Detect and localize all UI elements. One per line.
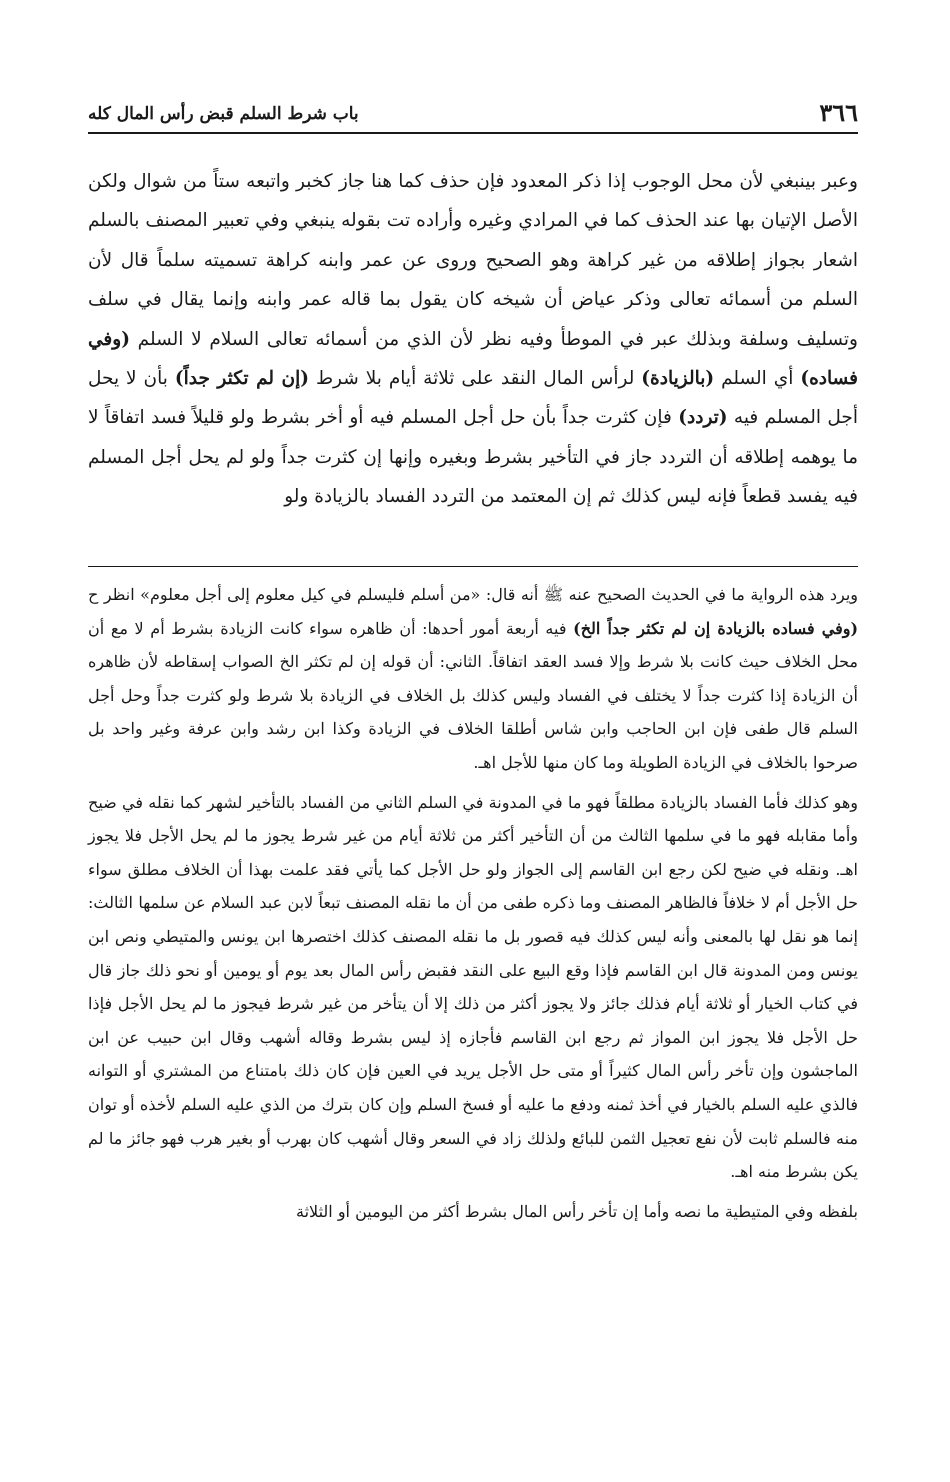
matn-quote: (تردد) (678, 407, 728, 429)
footnote-paragraph (88, 578, 858, 780)
text-run: بأن لا يحل أجل المسلم فيه (88, 368, 858, 429)
matn-quote: (وفي فساده) (88, 328, 858, 390)
footnote-paragraph: وهو كذلك فأما الفساد بالزيادة مطلقاً فهو ما في المدونة في السلم الثاني من الفساد بالتأخير لشهر كما نقله في ضيح وأما مقابله فهو ما في سلمها الثالث من أن التأخير أكثر من ثلاثة أيام من غير شرط يجوز ما لم يحل الأجل فلا يجوز اهـ. ونقله في ضيح لكن رجع ابن القاسم إلى الجواز ولو حل الأجل كما يأتي فقد علمت بهذا أن الخلاف مطلق سواء حل الأجل أم لا خلافاً فالظاهر المصنف وما ذكره طفى من أن ما نقله المصنف تبعاً لابن عبد السلام عن سلمها الثالث: إنما هو نقل لها بالمعنى وأنه ليس كذلك فيه قصور بل ما نقله المصنف كذلك اختصرها ابن يونس والمتيطي ونص ابن يونس ومن المدونة قال ابن القاسم فإذا وقع البيع على النقد فقبض رأس المال بعد يوم أو يومين أو نحو ذلك جاز قال في كتاب الخيار أو ثلاثة أيام فذلك جائز ولا يجوز أكثر من ذلك إلا أن يتأخر من غير شرط فيجوز ما لم يحل الأجل فإذا حل الأجل فلا يجوز ابن المواز ثم رجع ابن القاسم فأجازه إذ ليس بشرط وقاله أشهب وقال ابن حبيب عن ابن الماجشون وإن تأخر رأس المال كثيراً أو متى حل الأجل يريد في العين فإن كان ذلك بامتناع من المشتري أو التوانه فالذي عليه السلم بالخيار في أخذ ثمنه ودفع ما عليه أو فسخ السلم وإن كان بترك من الذي عليه السلم لأخذه أو توان منه فالسلم ثابت لأن نفع تعجيل الثمن للبائع ولذلك زاد في السعر وقال أشهب كان بهرب أو بغير هرب فهو جائز ما لم يكن بشرط منه اهـ. (88, 792, 859, 1182)
matn-quote: (إن لم تكثر جداً) (174, 368, 309, 390)
main-paragraph (88, 162, 858, 517)
text-run: ويرد هذه الرواية ما في الحديث الصحيح عنه ﷺ أنه قال: «من أسلم فليسلم في كيل معلوم إلى أجل معلوم» انظر ح (88, 585, 858, 604)
footnotes (88, 578, 858, 1228)
matn-quote: (بالزيادة) (641, 368, 715, 390)
main-text (88, 162, 858, 517)
page-header (88, 98, 858, 134)
footnote-paragraph: بلفظه وفي المتيطية ما نصه وأما إن تأخر رأس المال بشرط أكثر من اليومين أو الثلاثة (296, 1201, 858, 1221)
text-run: فإن كثرت جداً بأن حل أجل المسلم فيه أو أخر بشرط ولو قليلاً فسد اتفاقاً لا ما يوهمه إطلاقه أن التردد جاز في التأخير بشرط وبغيره وإنها إن كثرت جداً ولو لم يحل أجل المسلم فيه يفسد قطعاً فإنه ليس كذلك ثم إن المعتمد من التردد الفساد بالزيادة ولو (88, 407, 858, 508)
text-run: لرأس المال النقد على ثلاثة أيام بلا شرط (309, 368, 642, 390)
matn-quote: (وفي فساده بالزيادة إن لم تكثر جداً الخ) (573, 618, 859, 638)
page-number: ٣٦٦ (819, 98, 858, 127)
footnote-divider (88, 566, 858, 567)
text-run: أي السلم (714, 368, 801, 390)
running-title: باب شرط السلم قبض رأس المال كله (88, 104, 359, 124)
text-run: وعبر بينبغي لأن محل الوجوب إذا ذكر المعدود فإن حذف كما هنا جاز كخبر واتبعه ستاً من شوال ولكن الأصل الإتيان بها عند الحذف كما في المرادي وغيره وأراده تت بقوله ينبغي وفي تعبير المصنف بالسلم اشعار بجواز إطلاقه من غير كراهة وهو الصحيح وروى عن عمر وابنه كراهة تسميته سلماً قال لأن السلم من أسمائه تعالى وذكر عياض أن شيخه كان يقول بما قاله عمر وابنه وإنما يقال في سلف وتسليف وسلفة وبذلك عبر في الموطأ وفيه نظر لأن الذي من أسمائه تعالى السلام لا السلم (88, 171, 858, 350)
text-run: فيه أربعة أمور أحدها: أن ظاهره سواء كانت الزيادة بشرط أم لا مع أن محل الخلاف حيث كانت بلا شرط وإلا فسد العقد اتفاقاً. الثاني: أن قوله إن لم تكثر الخ الصواب إسقاطه لأن ظاهره أن الزيادة إذا كثرت جداً لا يختلف في الفساد وليس كذلك بل الخلاف في الزيادة بلا شرط ولو كثرت جداً وحل أجل السلم قال طفى فإن ابن الحاجب وابن شاس أطلقا الخلاف في الزيادة وكذا ابن رشد وابن عرفة وغير واحد بل صرحوا بالخلاف في الزيادة الطويلة وما كان منها للأجل اهـ. (88, 618, 858, 772)
